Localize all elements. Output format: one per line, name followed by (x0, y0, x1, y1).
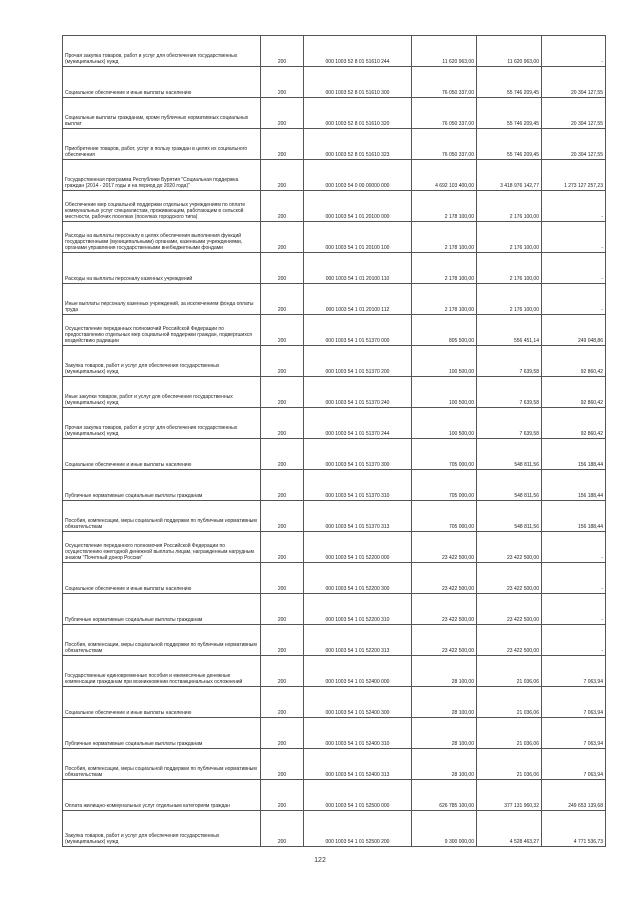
row-plan-value: 626 785 100,00 (412, 780, 477, 811)
row-kbk-cell: 000 1003 54 1 01 52400 300 (304, 687, 412, 718)
row-remaining-value: 20 304 127,55 (542, 67, 606, 98)
row-remaining-value: - (542, 284, 606, 315)
table-row (63, 532, 606, 563)
row-remaining-value: - (542, 563, 606, 594)
row-executed-value: 23 422 500,00 (477, 625, 542, 656)
row-code-cell: 200 (261, 501, 304, 532)
row-name-cell: Социальные выплаты гражданам, кроме публичных нормативных социальных выплат (63, 98, 261, 129)
row-code-cell: 200 (261, 315, 304, 346)
row-remaining-value: 92 860,42 (542, 346, 606, 377)
row-remaining-value: 156 188,44 (542, 501, 606, 532)
row-kbk-cell: 000 1003 54 1 01 52200 300 (304, 563, 412, 594)
row-executed-value: 556 451,14 (477, 315, 542, 346)
row-executed-value: 23 422 500,00 (477, 563, 542, 594)
row-executed-value: 377 131 960,32 (477, 780, 542, 811)
row-name-cell: Оплата жилищно-коммунальных услуг отдельным категориям граждан (63, 780, 261, 811)
row-executed-value: 7 639,58 (477, 377, 542, 408)
row-name-cell: Иные выплаты персоналу казенных учреждений, за исключением фонда оплаты труда (63, 284, 261, 315)
row-code-cell: 200 (261, 191, 304, 222)
row-remaining-value: - (542, 36, 606, 67)
row-kbk-cell: 000 1003 54 1 01 51370 000 (304, 315, 412, 346)
row-remaining-value: 1 273 127 257,23 (542, 160, 606, 191)
row-kbk-cell: 000 1003 54 1 01 52400 310 (304, 718, 412, 749)
row-plan-value: 76 050 337,00 (412, 98, 477, 129)
row-executed-value: 55 746 209,45 (477, 129, 542, 160)
row-name-cell: Прочая закупка товаров, работ и услуг для обеспечения государственных (муниципальных) нужд (63, 36, 261, 67)
row-name-cell: Расходы на выплаты персоналу в целях обеспечения выполнения функций государственными (муниципальными) органами, казенными учреждениями, органами управления государственными внебюджетными фондами (63, 222, 261, 253)
row-name-cell: Публичные нормативные социальные выплаты гражданам (63, 594, 261, 625)
row-executed-value: 11 620 963,00 (477, 36, 542, 67)
row-name-cell: Государственная программа Республики Бурятия "Социальная поддержка граждан (2014 - 2017 годы и на период до 2020 года)" (63, 160, 261, 191)
row-name-cell: Социальное обеспечение и иные выплаты населению (63, 67, 261, 98)
table-row (63, 191, 606, 222)
row-kbk-cell: 000 1003 52 8 01 51610 320 (304, 98, 412, 129)
table-row (63, 780, 606, 811)
row-remaining-value: 7 063,94 (542, 687, 606, 718)
row-code-cell: 200 (261, 439, 304, 470)
row-remaining-value: 92 860,42 (542, 408, 606, 439)
row-code-cell: 200 (261, 284, 304, 315)
row-plan-value: 11 620 963,00 (412, 36, 477, 67)
row-plan-value: 23 422 500,00 (412, 625, 477, 656)
row-code-cell: 200 (261, 594, 304, 625)
row-plan-value: 76 050 337,00 (412, 129, 477, 160)
row-kbk-cell: 000 1003 54 1 01 52500 000 (304, 780, 412, 811)
row-code-cell: 200 (261, 532, 304, 563)
row-remaining-value: - (542, 253, 606, 284)
table-row (63, 811, 606, 847)
row-code-cell: 200 (261, 780, 304, 811)
row-kbk-cell: 000 1003 54 1 01 51370 310 (304, 470, 412, 501)
table-row (63, 346, 606, 377)
row-kbk-cell: 000 1003 52 8 01 51610 323 (304, 129, 412, 160)
table-row (63, 98, 606, 129)
table-body (63, 36, 606, 847)
row-code-cell: 200 (261, 811, 304, 847)
row-kbk-cell: 000 1003 54 1 01 20100 110 (304, 253, 412, 284)
table-row (63, 625, 606, 656)
row-kbk-cell: 000 1003 54 0 00 00000 000 (304, 160, 412, 191)
row-plan-value: 705 000,00 (412, 439, 477, 470)
table-row (63, 594, 606, 625)
row-kbk-cell: 000 1003 54 1 01 51370 244 (304, 408, 412, 439)
budget-execution-table (62, 35, 606, 847)
page-number: 122 (314, 857, 326, 864)
table-row (63, 501, 606, 532)
row-kbk-cell: 000 1003 54 1 01 51370 313 (304, 501, 412, 532)
row-kbk-cell: 000 1003 54 1 01 51370 240 (304, 377, 412, 408)
row-code-cell: 200 (261, 656, 304, 687)
row-remaining-value: 20 304 127,55 (542, 98, 606, 129)
row-executed-value: 55 746 209,45 (477, 67, 542, 98)
table-row (63, 408, 606, 439)
row-kbk-cell: 000 1003 54 1 01 52200 310 (304, 594, 412, 625)
row-name-cell: Публичные нормативные социальные выплаты гражданам (63, 718, 261, 749)
table-row (63, 439, 606, 470)
row-remaining-value: 7 063,94 (542, 718, 606, 749)
row-code-cell: 200 (261, 129, 304, 160)
row-kbk-cell: 000 1003 54 1 01 20100 000 (304, 191, 412, 222)
row-code-cell: 200 (261, 160, 304, 191)
row-executed-value: 21 036,06 (477, 656, 542, 687)
row-plan-value: 100 500,00 (412, 408, 477, 439)
row-code-cell: 200 (261, 377, 304, 408)
row-remaining-value: 92 860,42 (542, 377, 606, 408)
row-remaining-value: 4 771 536,73 (542, 811, 606, 847)
table-row (63, 284, 606, 315)
row-code-cell: 200 (261, 222, 304, 253)
row-plan-value: 28 100,00 (412, 718, 477, 749)
row-plan-value: 805 500,00 (412, 315, 477, 346)
row-name-cell: Прочая закупка товаров, работ и услуг для обеспечения государственных (муниципальных) нужд (63, 408, 261, 439)
row-code-cell: 200 (261, 749, 304, 780)
row-plan-value: 76 050 337,00 (412, 67, 477, 98)
row-kbk-cell: 000 1003 54 1 01 20100 112 (304, 284, 412, 315)
row-remaining-value: 156 188,44 (542, 439, 606, 470)
table-row (63, 315, 606, 346)
row-executed-value: 548 811,56 (477, 439, 542, 470)
row-remaining-value: 249 653 139,68 (542, 780, 606, 811)
row-remaining-value: - (542, 625, 606, 656)
row-kbk-cell: 000 1003 54 1 01 52400 313 (304, 749, 412, 780)
row-executed-value: 2 176 100,00 (477, 222, 542, 253)
row-executed-value: 7 639,58 (477, 346, 542, 377)
table-row (63, 563, 606, 594)
row-plan-value: 100 500,00 (412, 377, 477, 408)
table-row (63, 377, 606, 408)
row-executed-value: 7 639,58 (477, 408, 542, 439)
row-kbk-cell: 000 1003 52 8 01 51610 300 (304, 67, 412, 98)
row-name-cell: Приобретение товаров, работ, услуг в пользу граждан в целях их социального обеспечения (63, 129, 261, 160)
row-executed-value: 2 176 100,00 (477, 284, 542, 315)
row-name-cell: Обеспечение мер социальной поддержки отдельных учреждениям по оплате коммунальных услуг специалистам, проживающим, работающим в сельской местности, рабочих поселках (поселках городского типа) (63, 191, 261, 222)
row-name-cell: Пособия, компенсации, меры социальной поддержки по публичным нормативным обязательствам (63, 625, 261, 656)
row-code-cell: 200 (261, 625, 304, 656)
row-name-cell: Пособия, компенсации, меры социальной поддержки по публичным нормативным обязательствам (63, 501, 261, 532)
row-executed-value: 3 418 976 142,77 (477, 160, 542, 191)
row-plan-value: 2 178 100,00 (412, 253, 477, 284)
row-code-cell: 200 (261, 253, 304, 284)
row-code-cell: 200 (261, 687, 304, 718)
row-plan-value: 23 422 500,00 (412, 563, 477, 594)
row-name-cell: Расходы на выплаты персоналу казенных учреждений (63, 253, 261, 284)
row-name-cell: Иные закупки товаров, работ и услуг для обеспечения государственных (муниципальных) нужд (63, 377, 261, 408)
row-kbk-cell: 000 1003 54 1 01 52200 313 (304, 625, 412, 656)
row-executed-value: 2 176 100,00 (477, 253, 542, 284)
row-plan-value: 705 000,00 (412, 470, 477, 501)
row-name-cell: Социальное обеспечение и иные выплаты населению (63, 563, 261, 594)
row-plan-value: 2 178 100,00 (412, 284, 477, 315)
row-executed-value: 55 746 209,45 (477, 98, 542, 129)
row-code-cell: 200 (261, 718, 304, 749)
row-remaining-value: 156 188,44 (542, 470, 606, 501)
row-executed-value: 21 036,06 (477, 687, 542, 718)
row-executed-value: 23 422 500,00 (477, 594, 542, 625)
row-plan-value: 705 000,00 (412, 501, 477, 532)
row-remaining-value: - (542, 191, 606, 222)
row-executed-value: 4 528 463,27 (477, 811, 542, 847)
row-name-cell: Осуществление переданного полномочия Российской Федерации по осуществлению ежегодной денежной выплаты лицам, награжденным нагрудным знаком "Почетный донор России" (63, 532, 261, 563)
row-plan-value: 2 178 100,00 (412, 222, 477, 253)
row-remaining-value: 249 048,86 (542, 315, 606, 346)
table-row (63, 222, 606, 253)
row-kbk-cell: 000 1003 54 1 01 52200 000 (304, 532, 412, 563)
row-plan-value: 23 422 500,00 (412, 594, 477, 625)
table-row (63, 718, 606, 749)
row-name-cell: Социальное обеспечение и иные выплаты населению (63, 439, 261, 470)
row-kbk-cell: 000 1003 54 1 01 52500 200 (304, 811, 412, 847)
row-remaining-value: 7 063,94 (542, 656, 606, 687)
row-plan-value: 9 300 000,00 (412, 811, 477, 847)
row-name-cell: Пособия, компенсации, меры социальной поддержки по публичным нормативным обязательствам (63, 749, 261, 780)
row-kbk-cell: 000 1003 54 1 01 51370 200 (304, 346, 412, 377)
row-code-cell: 200 (261, 346, 304, 377)
row-remaining-value: - (542, 532, 606, 563)
row-code-cell: 200 (261, 36, 304, 67)
row-plan-value: 23 422 500,00 (412, 532, 477, 563)
table-row (63, 687, 606, 718)
row-plan-value: 28 100,00 (412, 749, 477, 780)
row-plan-value: 28 100,00 (412, 656, 477, 687)
row-name-cell: Публичные нормативные социальные выплаты гражданам (63, 470, 261, 501)
table-row (63, 160, 606, 191)
table-row (63, 470, 606, 501)
row-kbk-cell: 000 1003 54 1 01 51370 300 (304, 439, 412, 470)
row-name-cell: Закупка товаров, работ и услуг для обеспечения государственных (муниципальных) нужд (63, 346, 261, 377)
row-name-cell: Социальное обеспечение и иные выплаты населению (63, 687, 261, 718)
row-remaining-value: - (542, 222, 606, 253)
table-row (63, 656, 606, 687)
row-code-cell: 200 (261, 470, 304, 501)
row-executed-value: 23 422 500,00 (477, 532, 542, 563)
row-code-cell: 200 (261, 67, 304, 98)
table-row (63, 129, 606, 160)
row-executed-value: 21 036,06 (477, 718, 542, 749)
row-remaining-value: 7 063,94 (542, 749, 606, 780)
row-code-cell: 200 (261, 98, 304, 129)
row-kbk-cell: 000 1003 54 1 01 20100 100 (304, 222, 412, 253)
row-remaining-value: 20 304 127,55 (542, 129, 606, 160)
row-executed-value: 548 811,56 (477, 470, 542, 501)
row-kbk-cell: 000 1003 52 8 01 51610 244 (304, 36, 412, 67)
row-executed-value: 548 811,56 (477, 501, 542, 532)
row-executed-value: 2 176 100,00 (477, 191, 542, 222)
row-remaining-value: - (542, 594, 606, 625)
row-executed-value: 21 036,06 (477, 749, 542, 780)
table-row (63, 67, 606, 98)
row-name-cell: Государственные единовременные пособия и ежемесячные денежные компенсации гражданам при возникновении поствакцинальных осложнений (63, 656, 261, 687)
row-code-cell: 200 (261, 563, 304, 594)
row-name-cell: Осуществление переданных полномочий Российской Федерации по предоставлению отдельных мер социальной поддержки граждан, подвергшихся воздействию радиации (63, 315, 261, 346)
row-code-cell: 200 (261, 408, 304, 439)
table-row (63, 36, 606, 67)
row-plan-value: 28 100,00 (412, 687, 477, 718)
row-kbk-cell: 000 1003 54 1 01 52400 000 (304, 656, 412, 687)
row-plan-value: 2 178 100,00 (412, 191, 477, 222)
row-plan-value: 4 692 103 400,00 (412, 160, 477, 191)
table-row (63, 253, 606, 284)
row-name-cell: Закупка товаров, работ и услуг для обеспечения государственных (муниципальных) нужд (63, 811, 261, 847)
row-plan-value: 100 500,00 (412, 346, 477, 377)
table-row (63, 749, 606, 780)
